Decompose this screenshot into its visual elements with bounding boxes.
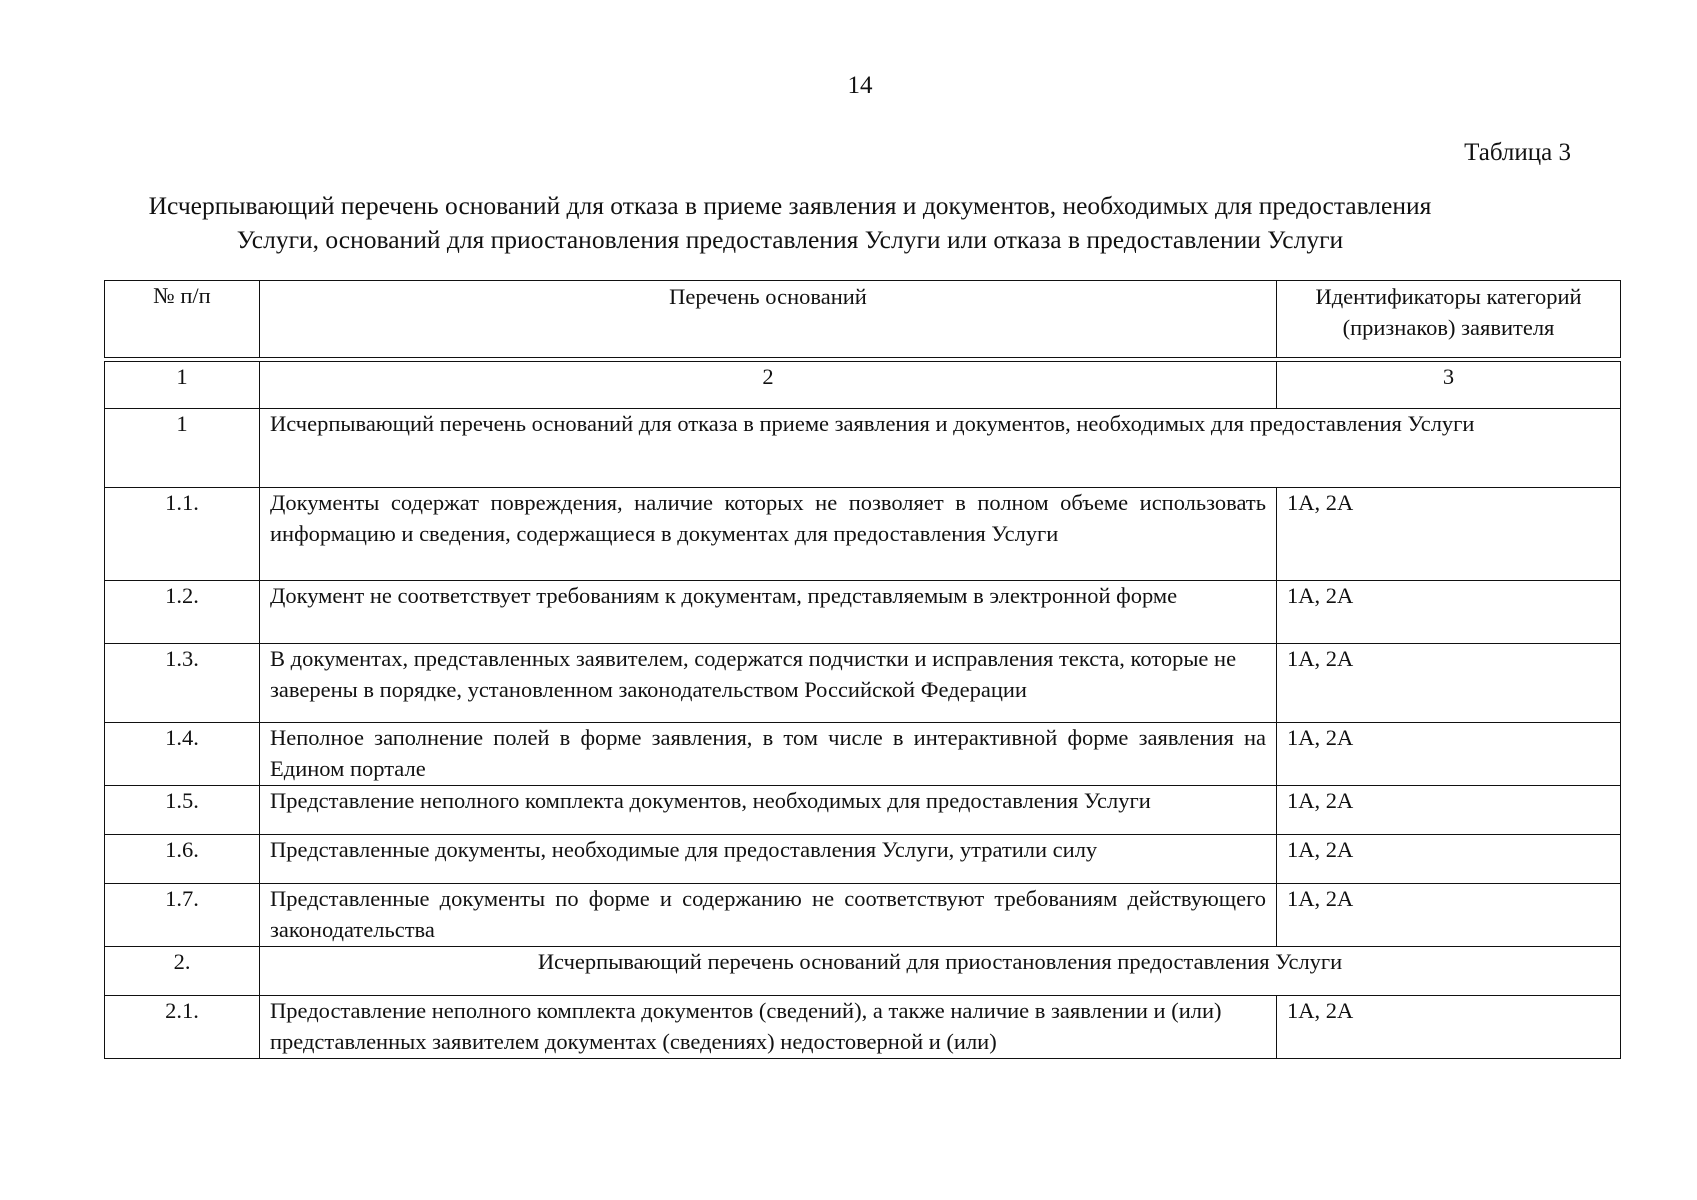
title-line: Исчерпывающий перечень оснований для отказа в приеме заявления и документов, необходимых для предоставления [148, 191, 1432, 220]
table-row [105, 884, 1621, 947]
section-row [105, 947, 1621, 996]
row-identifiers: 1А, 2А [1277, 723, 1621, 786]
row-number: 1.4. [105, 723, 260, 786]
row-text: Представленные документы, необходимые для предоставления Услуги, утратили силу [260, 835, 1277, 884]
header-grounds: Перечень оснований [260, 281, 1277, 358]
table-row [105, 835, 1621, 884]
section-heading: Исчерпывающий перечень оснований для приостановления предоставления Услуги [260, 947, 1621, 996]
table-row [105, 488, 1621, 581]
row-number: 1.2. [105, 581, 260, 644]
table-row [105, 723, 1621, 786]
row-number: 2. [105, 947, 260, 996]
row-number: 1.3. [105, 644, 260, 723]
row-number: 2.1. [105, 996, 260, 1059]
row-identifiers: 1А, 2А [1277, 581, 1621, 644]
table-row [105, 581, 1621, 644]
column-number: 1 [105, 362, 260, 409]
table-row [105, 996, 1621, 1059]
row-text: Представленные документы по форме и содержанию не соответствуют требованиям действующего законодательства [260, 884, 1277, 947]
row-number: 1.1. [105, 488, 260, 581]
table-label: Таблица 3 [1464, 139, 1571, 166]
row-number: 1.7. [105, 884, 260, 947]
row-identifiers: 1А, 2А [1277, 884, 1621, 947]
header-number: № п/п [105, 281, 260, 358]
column-number: 3 [1277, 362, 1621, 409]
title-line: Услуги, оснований для приостановления предоставления Услуги или отказа в предоставлении Услуги [236, 225, 1344, 254]
page-number: 14 [847, 72, 873, 99]
row-text: Документы содержат повреждения, наличие которых не позволяет в полном объеме использовать информацию и сведения, содержащиеся в документах для предоставления Услуги [260, 488, 1277, 581]
column-number: 2 [260, 362, 1277, 409]
row-identifiers: 1А, 2А [1277, 488, 1621, 581]
document-title [120, 189, 1460, 257]
row-number: 1 [105, 409, 260, 488]
grounds-table [104, 280, 1621, 1059]
row-text: Неполное заполнение полей в форме заявления, в том числе в интерактивной форме заявления на Едином портале [260, 723, 1277, 786]
table-header-row [105, 281, 1621, 358]
header-identifiers: Идентификаторы категорий (признаков) заявителя [1277, 281, 1621, 358]
row-identifiers: 1А, 2А [1277, 996, 1621, 1059]
row-text: Представление неполного комплекта документов, необходимых для предоставления Услуги [260, 786, 1277, 835]
row-identifiers: 1А, 2А [1277, 835, 1621, 884]
row-number: 1.5. [105, 786, 260, 835]
row-identifiers: 1А, 2А [1277, 786, 1621, 835]
column-number-row [105, 362, 1621, 409]
row-text: Документ не соответствует требованиям к документам, представляемым в электронной форме [260, 581, 1277, 644]
row-number: 1.6. [105, 835, 260, 884]
row-identifiers: 1А, 2А [1277, 644, 1621, 723]
row-text: В документах, представленных заявителем, содержатся подчистки и исправления текста, которые не заверены в порядке, установленном законодательством Российской Федерации [260, 644, 1277, 723]
section-row [105, 409, 1621, 488]
table-row [105, 644, 1621, 723]
table-row [105, 786, 1621, 835]
section-heading: Исчерпывающий перечень оснований для отказа в приеме заявления и документов, необходимых для предоставления Услуги [260, 409, 1621, 488]
row-text: Предоставление неполного комплекта документов (сведений), а также наличие в заявлении и (или) представленных заявителем документах (сведениях) недостоверной и (или) [260, 996, 1277, 1059]
